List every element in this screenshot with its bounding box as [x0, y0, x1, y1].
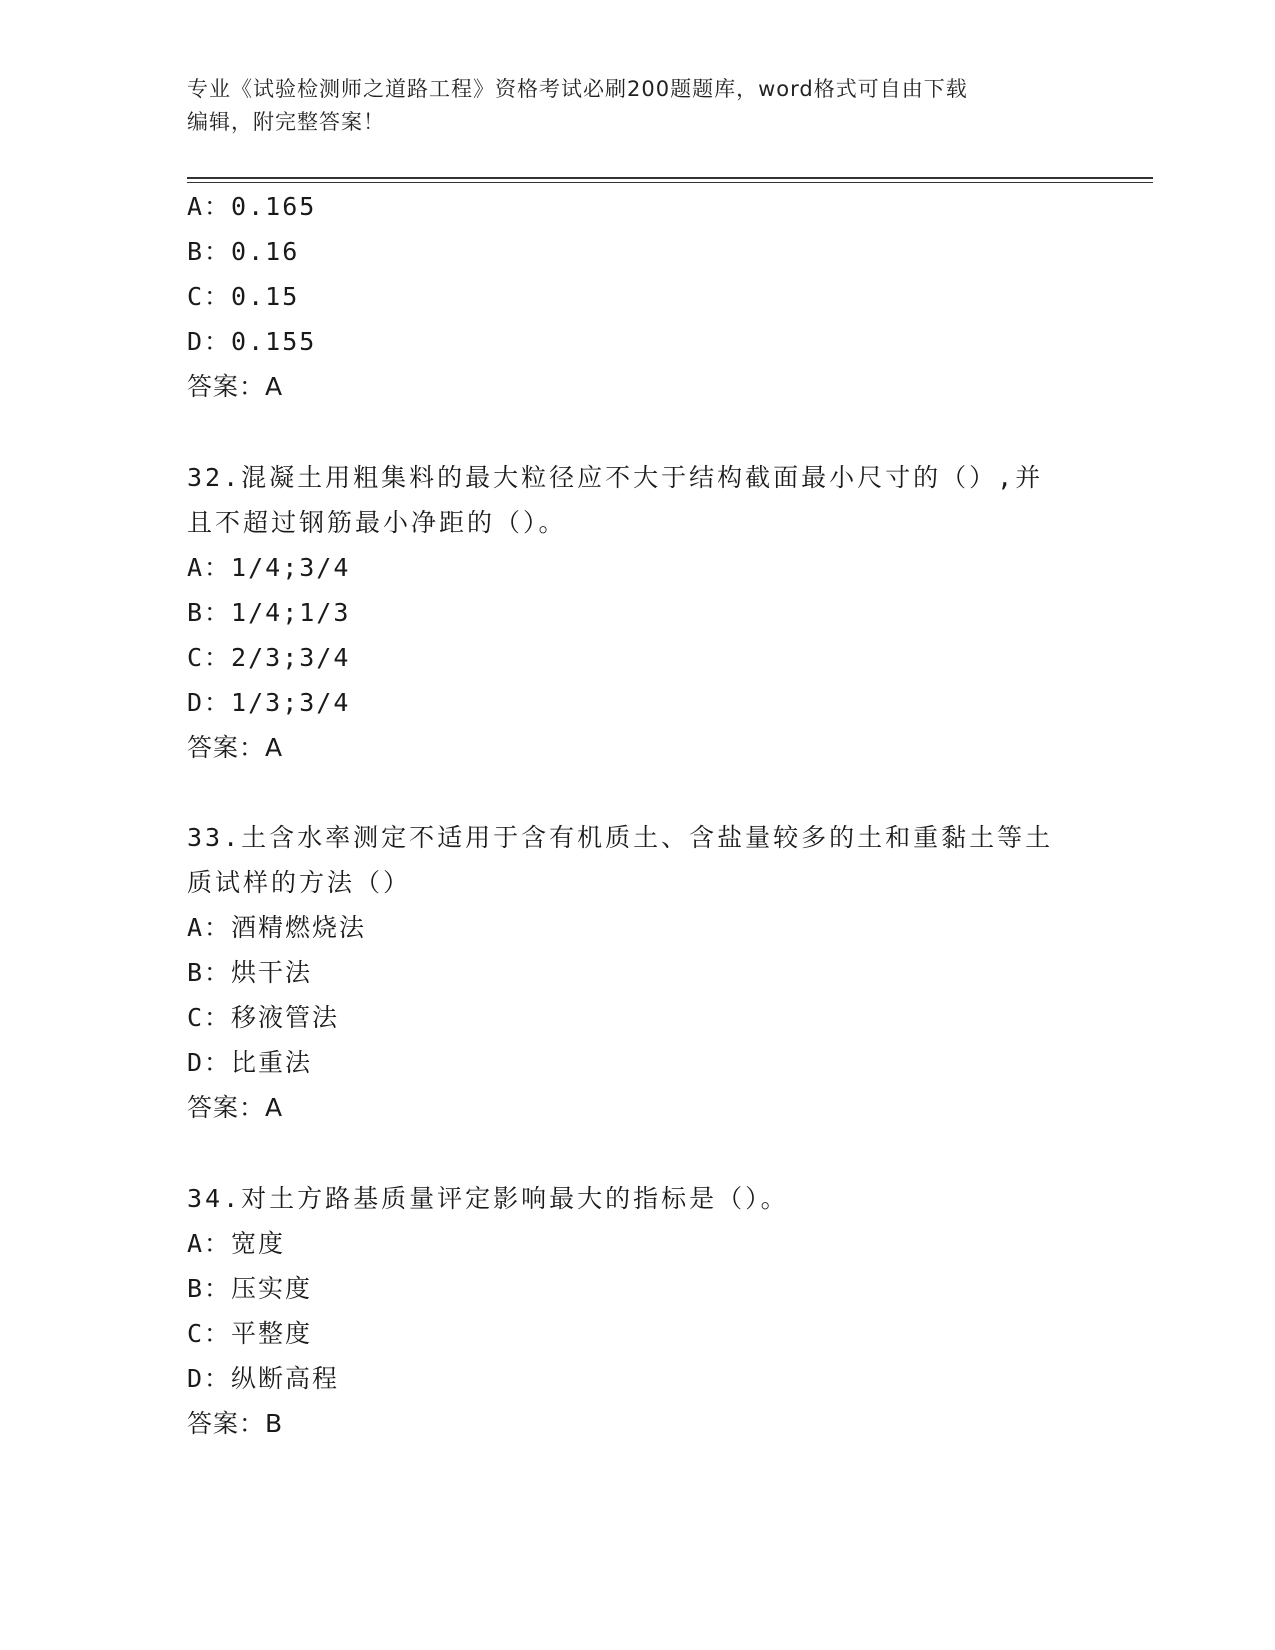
q34-stem-line1: 34.对土方路基质量评定影响最大的指标是（）。: [187, 1184, 789, 1213]
q33-option-d: D：比重法: [187, 1048, 313, 1077]
q33-option-c: C：移液管法: [187, 1003, 340, 1032]
header-title-line1: 专业《试验检测师之道路工程》资格考试必刷200题题库，word格式可自由下载: [187, 77, 968, 101]
q34-option-b: B：压实度: [187, 1274, 313, 1303]
q32-option-b: B：1/4;1/3: [187, 598, 351, 627]
q34-answer: 答案：B: [187, 1409, 284, 1438]
q32-stem-line2: 且不超过钢筋最小净距的（）。: [187, 508, 567, 537]
q31-option-b: B：0.16: [187, 237, 300, 266]
q34-option-c: C：平整度: [187, 1319, 313, 1348]
q33-option-a: A：酒精燃烧法: [187, 913, 367, 942]
q32-answer: 答案：A: [187, 733, 284, 762]
q32-option-c: C：2/3;3/4: [187, 643, 351, 672]
q34-option-a: A：宽度: [187, 1229, 286, 1258]
header-title-line2: 编辑，附完整答案！: [187, 110, 385, 134]
header-divider-thin: [187, 182, 1153, 183]
q31-option-d: D：0.155: [187, 327, 317, 356]
q32-stem-line1: 32.混凝土用粗集料的最大粒径应不大于结构截面最小尺寸的（）,并: [187, 463, 1044, 492]
q31-option-a: A：0.165: [187, 192, 317, 221]
header-divider-thick: [187, 177, 1153, 179]
q31-answer: 答案：A: [187, 372, 284, 401]
q33-stem-line2: 质试样的方法（）: [187, 868, 412, 897]
q31-option-c: C：0.15: [187, 282, 300, 311]
q33-stem-line1: 33.土含水率测定不适用于含有机质土、含盐量较多的土和重黏土等土: [187, 823, 1054, 852]
q33-option-b: B：烘干法: [187, 958, 313, 987]
q33-answer: 答案：A: [187, 1093, 284, 1122]
q32-option-d: D：1/3;3/4: [187, 688, 351, 717]
document-header: [187, 73, 1087, 139]
q34-option-d: D：纵断高程: [187, 1364, 340, 1393]
q32-option-a: A：1/4;3/4: [187, 553, 351, 582]
